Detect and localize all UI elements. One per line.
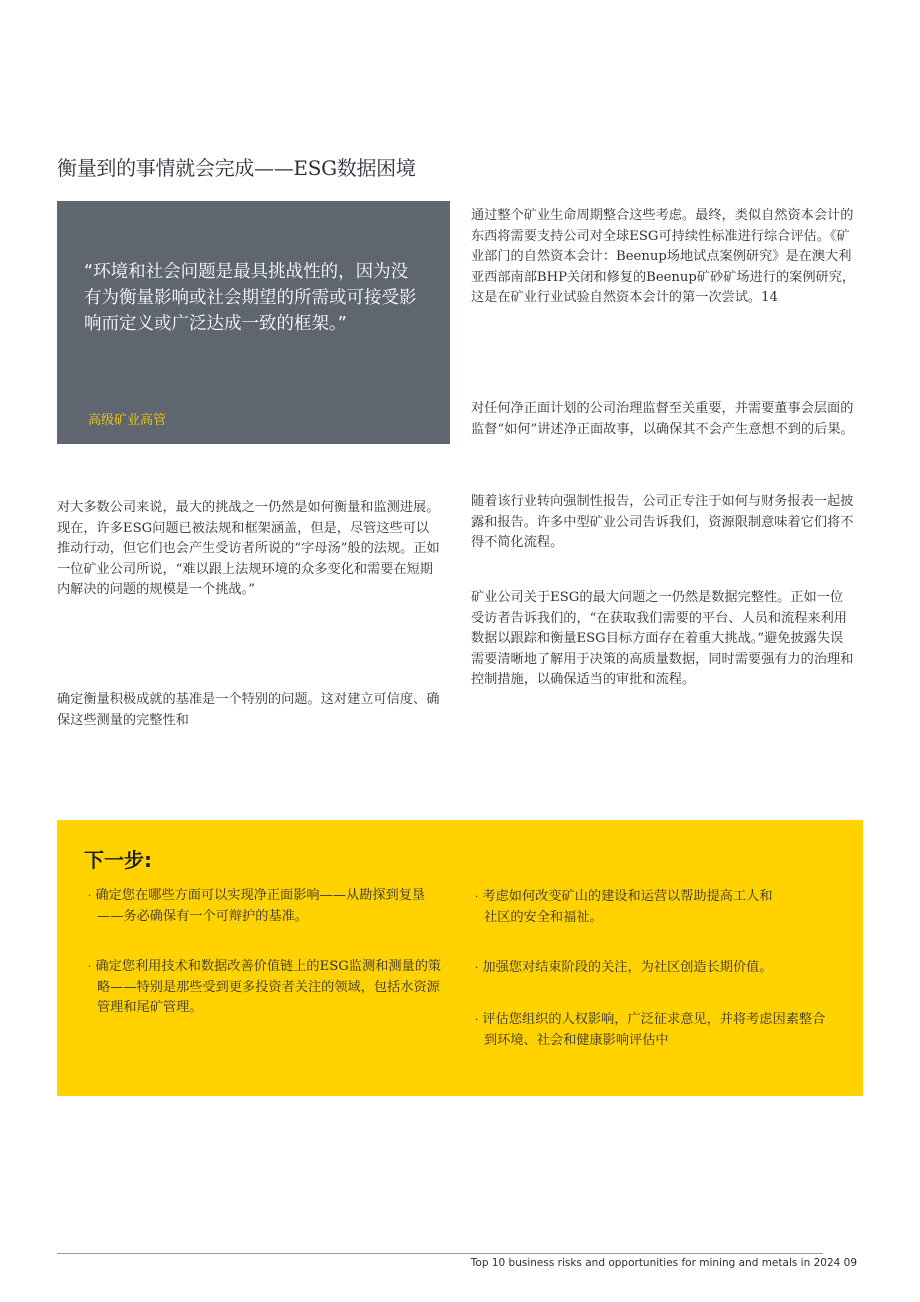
next-steps-box <box>57 820 863 1096</box>
right-paragraph-4: 矿业公司关于ESG的最大问题之一仍然是数据完整性。正如一位受访者告诉我们的，“在获取我们需要的平台、人员和流程来利用数据以跟踪和衡量ESG目标方面存在着重大挑战。”避免披露失误需要清晰地了解用于决策的高质量数据，同时需要强有力的治理和控制措施，以确保适当的审批和流程。 <box>471 590 854 687</box>
next-step-item <box>475 887 784 928</box>
next-step-item <box>475 1010 834 1051</box>
bullet-dot-icon: · <box>475 963 479 974</box>
bullet-dot-icon: · <box>88 962 92 973</box>
next-step-text: 加强您对结束阶段的关注，为社区创造长期价值。 <box>482 960 773 975</box>
pull-quote-attribution: 高级矿业高管 <box>88 413 167 428</box>
next-step-text: 确定您利用技术和数据改善价值链上的ESG监测和测量的策略——特别是那些受到更多投资者关注的领域，包括水资源管理和尾矿管理。 <box>95 959 442 1015</box>
left-paragraph-2: 确定衡量积极成就的基准是一个特别的问题。这对建立可信度、确保这些测量的完整性和 <box>57 692 440 728</box>
next-step-item <box>88 886 447 927</box>
pull-quote-text: “环境和社会问题是最具挑战性的，因为没有为衡量影响或社会期望的所需或可接受影响而定义或广泛达成一致的框架。” <box>84 262 417 334</box>
bullet-dot-icon: · <box>475 1015 479 1026</box>
next-step-text: 考虑如何改变矿山的建设和运营以帮助提高工人和社区的安全和福祉。 <box>482 889 773 925</box>
section-title: 衡量到的事情就会完成——ESG数据困境 <box>57 156 416 180</box>
right-paragraph-1: 通过整个矿业生命周期整合这些考虑。最终，类似自然资本会计的东西将需要支持公司对全球ESG可持续性标准进行综合评估。《矿业部门的自然资本会计：Beenup场地试点案例研究》是在澳大利亚西部南部BHP关闭和修复的Beenup矿砂矿场进行的案例研究，这是在矿业行业试验自然资本会计的第一次尝试。14 <box>471 208 856 305</box>
next-step-item <box>88 957 447 1018</box>
pull-quote-box <box>57 201 450 444</box>
bullet-dot-icon: · <box>88 891 92 902</box>
bullet-dot-icon: · <box>475 892 479 903</box>
right-paragraph-2: 对任何净正面计划的公司治理监督至关重要，并需要董事会层面的监督“如何”讲述净正面故事，以确保其不会产生意想不到的后果。 <box>471 401 854 437</box>
next-step-text: 评估您组织的人权影响，广泛征求意见，并将考虑因素整合到环境、社会和健康影响评估中 <box>482 1012 826 1048</box>
footer-text: Top 10 business risks and opportunities for mining and metals in 2024 09 <box>470 1257 857 1269</box>
right-paragraph-3: 随着该行业转向强制性报告，公司正专注于如何与财务报表一起披露和报告。许多中型矿业公司告诉我们，资源限制意味着它们将不得不简化流程。 <box>471 494 854 550</box>
next-steps-title: 下一步: <box>84 848 152 872</box>
left-paragraph-1: 对大多数公司来说，最大的挑战之一仍然是如何衡量和监测进展。现在，许多ESG问题已被法规和框架涵盖，但是，尽管这些可以推动行动，但它们也会产生受访者所说的“字母汤”般的法规。正如一位矿业公司所说，“难以跟上法规环境的众多变化和需要在短期内解决的问题的规模是一个挑战。” <box>57 500 440 597</box>
next-step-item <box>475 958 844 979</box>
footer-divider <box>57 1253 823 1254</box>
next-step-text: 确定您在哪些方面可以实现净正面影响——从勘探到复垦——务必确保有一个可辩护的基准。 <box>95 888 426 924</box>
